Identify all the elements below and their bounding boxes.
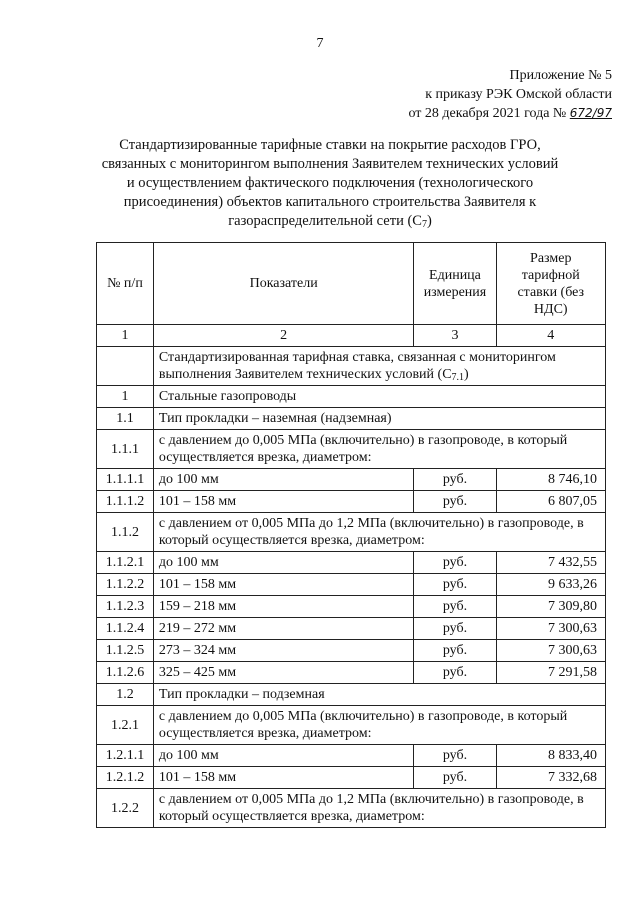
section-title [153, 347, 605, 386]
item-value: 7 309,80 [496, 596, 605, 618]
group-text: Стальные газопроводы [153, 386, 605, 408]
item-text: 325 – 425 мм [153, 662, 414, 684]
row-number: 1.1 [97, 408, 154, 430]
section-num [97, 347, 154, 386]
row-number: 1.1.2 [97, 513, 154, 552]
tariff-table [96, 242, 606, 828]
row-number: 1.1.2.3 [97, 596, 154, 618]
item-value: 7 300,63 [496, 640, 605, 662]
appendix-line-1: Приложение № 5 [509, 68, 612, 83]
row-number: 1.1.1.1 [97, 469, 154, 491]
item-text: 273 – 324 мм [153, 640, 414, 662]
col-number-3: 3 [414, 325, 496, 347]
row-number: 1.1.2.2 [97, 574, 154, 596]
group-text: с давлением до 0,005 МПа (включительно) в газопроводе, в который осуществляется врезка, диаметром: [153, 706, 605, 745]
item-value: 7 432,55 [496, 552, 605, 574]
group-text: Тип прокладки – наземная (надземная) [153, 408, 605, 430]
row-number: 1 [97, 386, 154, 408]
item-unit: руб. [414, 767, 496, 789]
table-row [97, 491, 606, 513]
section-title-text: Стандартизированная тарифная ставка, связанная с мониторингом выполнения Заявителем технических условий (С [158, 350, 556, 382]
row-number: 1.1.2.5 [97, 640, 154, 662]
row-number: 1.1.2.1 [97, 552, 154, 574]
item-unit: руб. [414, 618, 496, 640]
title-text: Стандартизированные тарифные ставки на покрытие расходов ГРО, связанных с мониторингом выполнения Заявителем технических условий и осуществлением фактического подключения (технологического присоединения) объектов капитального строительства Заявителя к газораспределительной сети (С [101, 137, 559, 229]
group-row [97, 684, 606, 706]
row-number: 1.2.1.2 [97, 767, 154, 789]
table-row [97, 745, 606, 767]
section-row [97, 347, 606, 386]
item-text: 159 – 218 мм [153, 596, 414, 618]
row-number: 1.1.2.4 [97, 618, 154, 640]
appendix-line-3 [408, 104, 612, 123]
col-number-1: 1 [97, 325, 154, 347]
title-subscript: 7 [421, 219, 427, 230]
table-row [97, 469, 606, 491]
group-row [97, 706, 606, 745]
item-unit: руб. [414, 469, 496, 491]
item-value: 8 833,40 [496, 745, 605, 767]
item-text: до 100 мм [153, 552, 414, 574]
item-text: до 100 мм [153, 469, 414, 491]
item-unit: руб. [414, 745, 496, 767]
item-unit: руб. [414, 640, 496, 662]
column-number-row [97, 325, 606, 347]
table-row [97, 552, 606, 574]
table-row [97, 640, 606, 662]
item-value: 6 807,05 [496, 491, 605, 513]
table-row [97, 574, 606, 596]
row-number: 1.2 [97, 684, 154, 706]
row-number: 1.2.2 [97, 789, 154, 828]
header-unit: Единица измерения [414, 243, 496, 325]
group-row [97, 513, 606, 552]
item-text: до 100 мм [153, 745, 414, 767]
group-row [97, 789, 606, 828]
title-end: ) [426, 213, 432, 229]
item-value: 7 332,68 [496, 767, 605, 789]
table-row [97, 596, 606, 618]
item-text: 219 – 272 мм [153, 618, 414, 640]
row-number: 1.1.1.2 [97, 491, 154, 513]
document-title [100, 136, 560, 231]
item-text: 101 – 158 мм [153, 767, 414, 789]
group-text: с давлением до 0,005 МПа (включительно) в газопроводе, в который осуществляется врезка, диаметром: [153, 430, 605, 469]
row-number: 1.1.1 [97, 430, 154, 469]
item-unit: руб. [414, 596, 496, 618]
header-num: № п/п [97, 243, 154, 325]
header-name: Показатели [153, 243, 414, 325]
page-number: 7 [316, 36, 324, 51]
appendix-header [408, 66, 612, 123]
header-rate: Размер тарифной ставки (без НДС) [496, 243, 605, 325]
group-text: Тип прокладки – подземная [153, 684, 605, 706]
group-row [97, 430, 606, 469]
item-unit: руб. [414, 491, 496, 513]
group-text: с давлением от 0,005 МПа до 1,2 МПа (включительно) в газопроводе, в который осуществляется врезка, диаметром: [153, 789, 605, 828]
section-title-end: ) [464, 367, 469, 382]
group-row [97, 408, 606, 430]
group-text: с давлением от 0,005 МПа до 1,2 МПа (включительно) в газопроводе, в который осуществляется врезка, диаметром: [153, 513, 605, 552]
item-text: 101 – 158 мм [153, 491, 414, 513]
row-number: 1.2.1.1 [97, 745, 154, 767]
group-row [97, 386, 606, 408]
item-value: 8 746,10 [496, 469, 605, 491]
item-unit: руб. [414, 552, 496, 574]
section-subscript: 7.1 [451, 372, 465, 383]
item-text: 101 – 158 мм [153, 574, 414, 596]
appendix-date: от 28 декабря 2021 года № [408, 106, 570, 121]
item-unit: руб. [414, 662, 496, 684]
header-row [97, 243, 606, 325]
item-value: 7 300,63 [496, 618, 605, 640]
col-number-2: 2 [153, 325, 414, 347]
item-value: 7 291,58 [496, 662, 605, 684]
order-number-handwritten: 672/97 [569, 106, 612, 120]
appendix-line-2: к приказу РЭК Омской области [425, 87, 612, 102]
table-row [97, 618, 606, 640]
row-number: 1.1.2.6 [97, 662, 154, 684]
table-row [97, 662, 606, 684]
item-unit: руб. [414, 574, 496, 596]
row-number: 1.2.1 [97, 706, 154, 745]
table-row [97, 767, 606, 789]
item-value: 9 633,26 [496, 574, 605, 596]
tariff-table-body [97, 243, 606, 828]
col-number-4: 4 [496, 325, 605, 347]
